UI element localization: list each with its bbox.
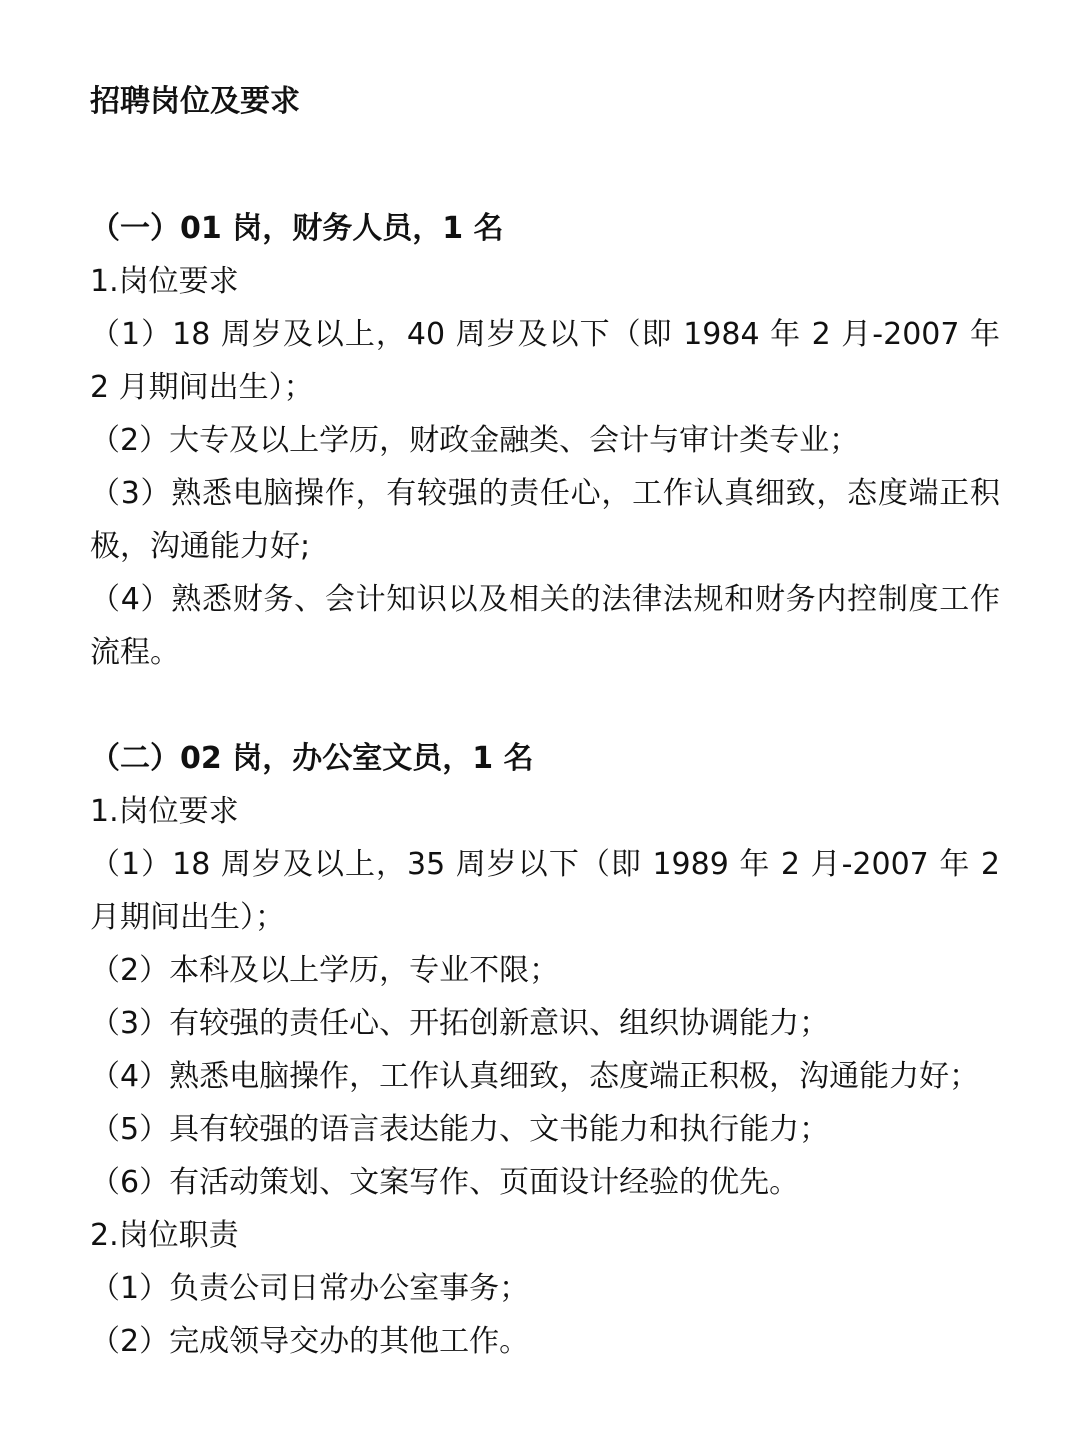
document-page: [90, 78, 1000, 1368]
requirement-item: （3）熟悉电脑操作，有较强的责任心，工作认真细致，态度端正积极，沟通能力好;: [90, 476, 1000, 564]
requirement-item: （1）18 周岁及以上，40 周岁及以下（即 1984 年 2 月-2007 年 2 月期间出生）；: [90, 317, 1000, 405]
requirement-item: （4）熟悉财务、会计知识以及相关的法律法规和财务内控制度工作流程。: [90, 582, 1000, 670]
requirement-item: （2）大专及以上学历，财政金融类、会计与审计类专业；: [90, 423, 860, 458]
duty-item: （2）完成领导交办的其他工作。: [90, 1324, 530, 1359]
requirement-item: （2）本科及以上学历，专业不限；: [90, 953, 560, 988]
requirements-label: 1.岗位要求: [90, 264, 239, 299]
duties-label: 2.岗位职责: [90, 1218, 239, 1253]
section-office-clerk: [90, 732, 1000, 1368]
requirement-item: （1）18 周岁及以上，35 周岁以下（即 1989 年 2 月-2007 年 2 月期间出生）；: [90, 847, 1000, 935]
section-finance: [90, 202, 1000, 679]
page-title: 招聘岗位及要求: [90, 84, 300, 119]
requirement-item: （3）有较强的责任心、开拓创新意识、组织协调能力；: [90, 1006, 830, 1041]
requirement-item: （5）具有较强的语言表达能力、文书能力和执行能力；: [90, 1112, 830, 1147]
requirements-label: 1.岗位要求: [90, 794, 239, 829]
requirement-item: （4）熟悉电脑操作，工作认真细致，态度端正积极，沟通能力好；: [90, 1059, 980, 1094]
requirement-item: （6）有活动策划、文案写作、页面设计经验的优先。: [90, 1165, 800, 1200]
section-heading: （一）01 岗，财务人员，1 名: [90, 211, 504, 246]
section-heading: （二）02 岗，办公室文员，1 名: [90, 741, 534, 776]
duty-item: （1）负责公司日常办公室事务；: [90, 1271, 530, 1306]
